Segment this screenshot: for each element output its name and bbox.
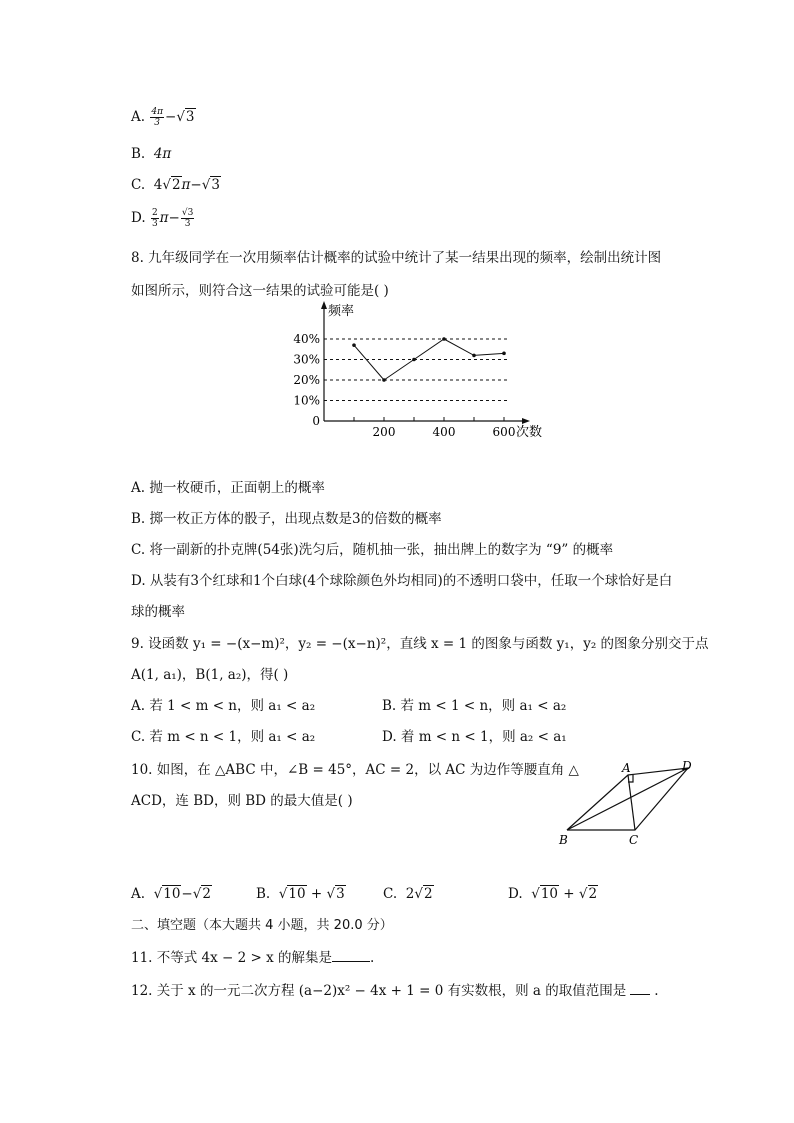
q11: 11. 不等式 4x − 2 > x 的解集是 . xyxy=(131,947,374,968)
q9-option-a: A. 若 1 < m < n，则 a₁ < a₂ xyxy=(131,698,316,714)
q9-option-d: D. 着 m < n < 1，则 a₂ < a₁ xyxy=(382,729,567,745)
segment-ac xyxy=(628,775,635,830)
data-point xyxy=(352,343,356,347)
q8-option-d-line2: 球的概率 xyxy=(131,604,185,620)
y-tick-label: 20% xyxy=(293,373,320,387)
q8-option-b: B. 掷一枚正方体的骰子，出现点数是3的倍数的概率 xyxy=(131,511,442,527)
x-tick-label: 200 xyxy=(372,425,396,439)
q7-option-b: B. 4π xyxy=(131,146,172,162)
x-axis-arrow xyxy=(522,418,530,424)
q10-option-a: A. √10−√2 xyxy=(131,886,211,902)
q8-option-d-line1: D. 从装有3个红球和1个白球(4个球除颜色外均相同)的不透明口袋中，任取一个球恰好是白 xyxy=(131,573,673,589)
data-point xyxy=(502,352,506,356)
data-point xyxy=(382,378,386,382)
section-heading: 二、填空题（本大题共 4 小题，共 20.0 分） xyxy=(131,918,393,933)
q9-option-b: B. 若 m < 1 < n，则 a₁ < a₂ xyxy=(382,698,567,714)
y-axis-arrow xyxy=(321,301,327,309)
y-tick-label: 40% xyxy=(293,332,320,346)
q10-option-d: D. √10 + √2 xyxy=(508,886,598,902)
data-point xyxy=(412,358,416,362)
answer-blank[interactable] xyxy=(332,947,370,962)
q7-option-d: D. $\frac{2}{3}$ π− $\frac{√3}{3}$ xyxy=(131,208,194,229)
frequency-line-chart xyxy=(280,298,543,448)
q10-option-c: C. 2√2 xyxy=(383,886,433,902)
q10-stem-line1: 10. 如图，在 △ABC 中，∠B = 45°，AC = 2，以 AC 为边作等腰直角 △ xyxy=(131,762,579,778)
q7-option-c: C. 4√2π−√3 xyxy=(131,177,220,193)
q8-option-c: C. 将一副新的扑克牌(54张)洗匀后，随机抽一张，抽出牌上的数字为 “9” 的概率 xyxy=(131,542,614,558)
q8-option-a: A. 抛一枚硬币，正面朝上的概率 xyxy=(131,480,325,496)
label-a: A xyxy=(622,761,631,775)
q10-stem-line2: ACD，连 BD，则 BD 的最大值是( ) xyxy=(131,793,353,809)
q8-stem-line2: 如图所示，则符合这一结果的试验可能是( ) xyxy=(131,283,389,299)
label-c: C xyxy=(629,833,639,847)
y-tick-label: 0 xyxy=(312,414,320,428)
q9-stem-line2: A(1, a₁)，B(1, a₂)，得( ) xyxy=(131,667,289,683)
x-tick-label: 600 xyxy=(492,425,516,439)
y-tick-label: 30% xyxy=(293,352,320,367)
q9-option-c: C. 若 m < n < 1，则 a₁ < a₂ xyxy=(131,729,316,745)
q8-stem-line1: 8. 九年级同学在一次用频率估计概率的试验中统计了某一结果出现的频率，绘制出统计图 xyxy=(131,250,662,266)
q12: 12. 关于 x 的一元二次方程 (a−2)x² − 4x + 1 = 0 有实数根，则 a 的取值范围是 . xyxy=(131,980,659,1001)
q7-option-a: A. $\frac{4\pi}{3}$ −√3 xyxy=(131,107,195,128)
x-axis-title: 次数 xyxy=(516,425,543,440)
y-axis-title: 频率 xyxy=(328,304,355,319)
segment-bd xyxy=(567,768,688,830)
label-b: B xyxy=(559,833,568,847)
answer-blank[interactable] xyxy=(630,980,650,995)
data-point xyxy=(472,354,476,358)
triangle-figure xyxy=(555,758,705,848)
q9-stem-line1: 9. 设函数 y₁ = −(x−m)²，y₂ = −(x−n)²，直线 x = 1 的图象与函数 y₁，y₂ 的图象分别交于点 xyxy=(131,636,709,652)
data-point xyxy=(442,337,446,341)
x-tick-label: 400 xyxy=(432,425,456,439)
label-d: D xyxy=(682,759,692,773)
y-tick-label: 10% xyxy=(293,393,320,408)
q10-option-b: B. √10 + √3 xyxy=(256,886,345,902)
